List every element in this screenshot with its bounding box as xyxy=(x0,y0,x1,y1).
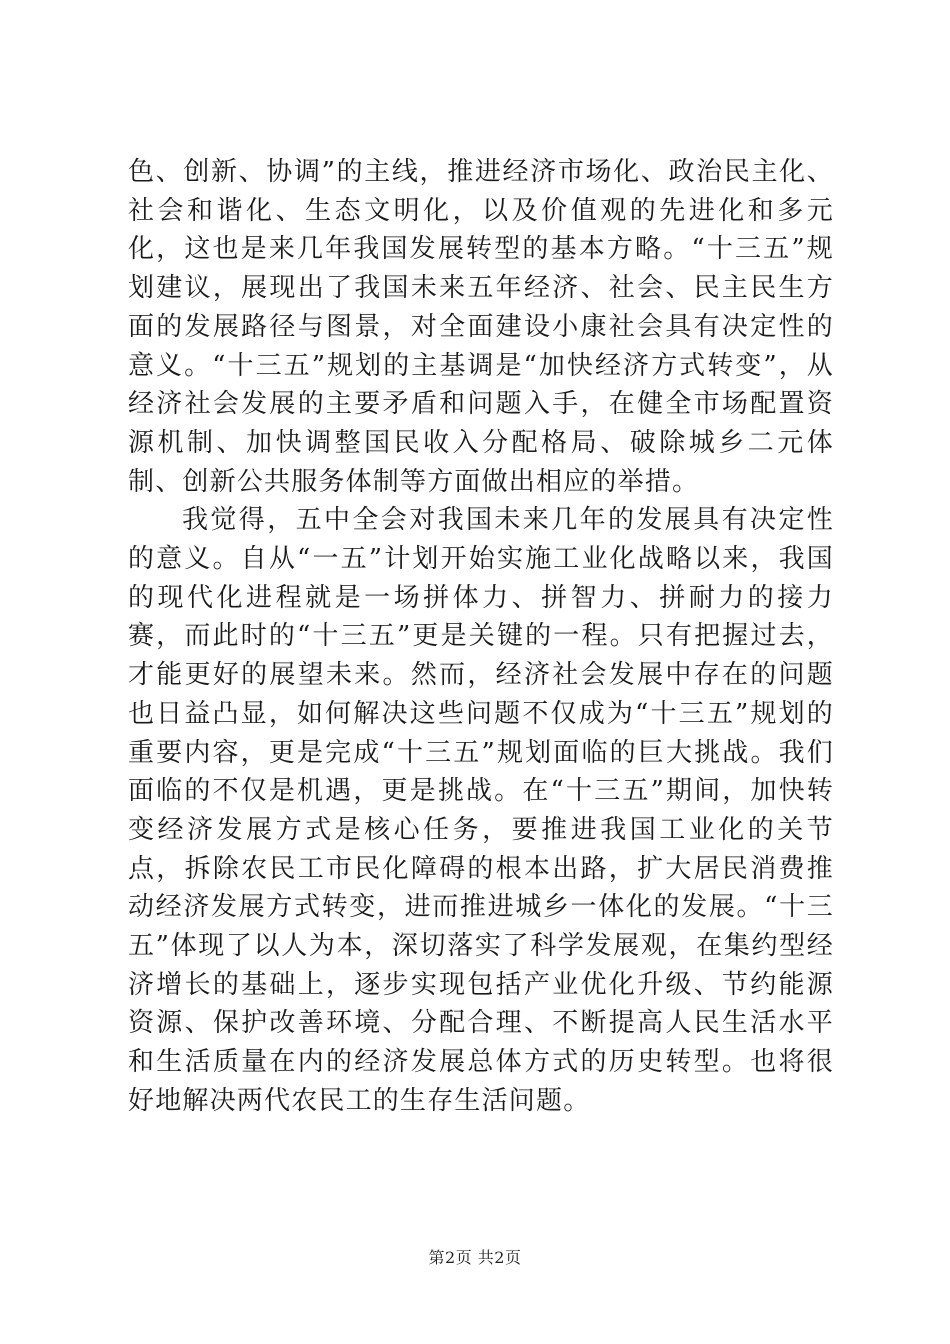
paragraph-2: 我觉得，五中全会对我国未来几年的发展具有决定性的意义。自从“一五”计划开始实施工业化战略以来，我国的现代化进程就是一场拼体力、拼智力、拼耐力的接力赛，而此时的“十三五”更是关键的一程。只有把握过去，才能更好的展望未来。然而，经济社会发展中存在的问题也日益凸显，如何解决这些问题不仅成为“十三五”规划的重要内容，更是完成“十三五”规划面临的巨大挑战。我们面临的不仅是机遇，更是挑战。在“十三五”期间，加快转变经济发展方式是核心任务，要推进我国工业化的关节点，拆除农民工市民化障碍的根本出路，扩大居民消费推动经济发展方式转变，进而推进城乡一体化的发展。“十三五”体现了以人为本，深切落实了科学发展观，在集约型经济增长的基础上，逐步实现包括产业优化升级、节约能源资源、保护改善环境、分配合理、不断提高人民生活水平和生活质量在内的经济发展总体方式的历史转型。也将很好地解决两代农民工的生存生活问题。 xyxy=(128,505,834,1116)
page-footer: 第2页 共2页 xyxy=(428,1248,522,1267)
paragraph-1: 色、创新、协调”的主线，推进经济市场化、政治民主化、社会和谐化、生态文明化，以及价值观的先进化和多元化，这也是来几年我国发展转型的基本方略。“十三五”规划建议，展现出了我国未来五年经济、社会、民主民生方面的发展路径与图景，对全面建设小康社会具有决定性的意义。“十三五”规划的主基调是“加快经济方式转变”，从经济社会发展的主要矛盾和问题入手，在健全市场配置资源机制、加快调整国民收入分配格局、破除城乡二元体制、创新公共服务体制等方面做出相应的举措。 xyxy=(128,157,834,497)
document-body xyxy=(128,153,834,1121)
